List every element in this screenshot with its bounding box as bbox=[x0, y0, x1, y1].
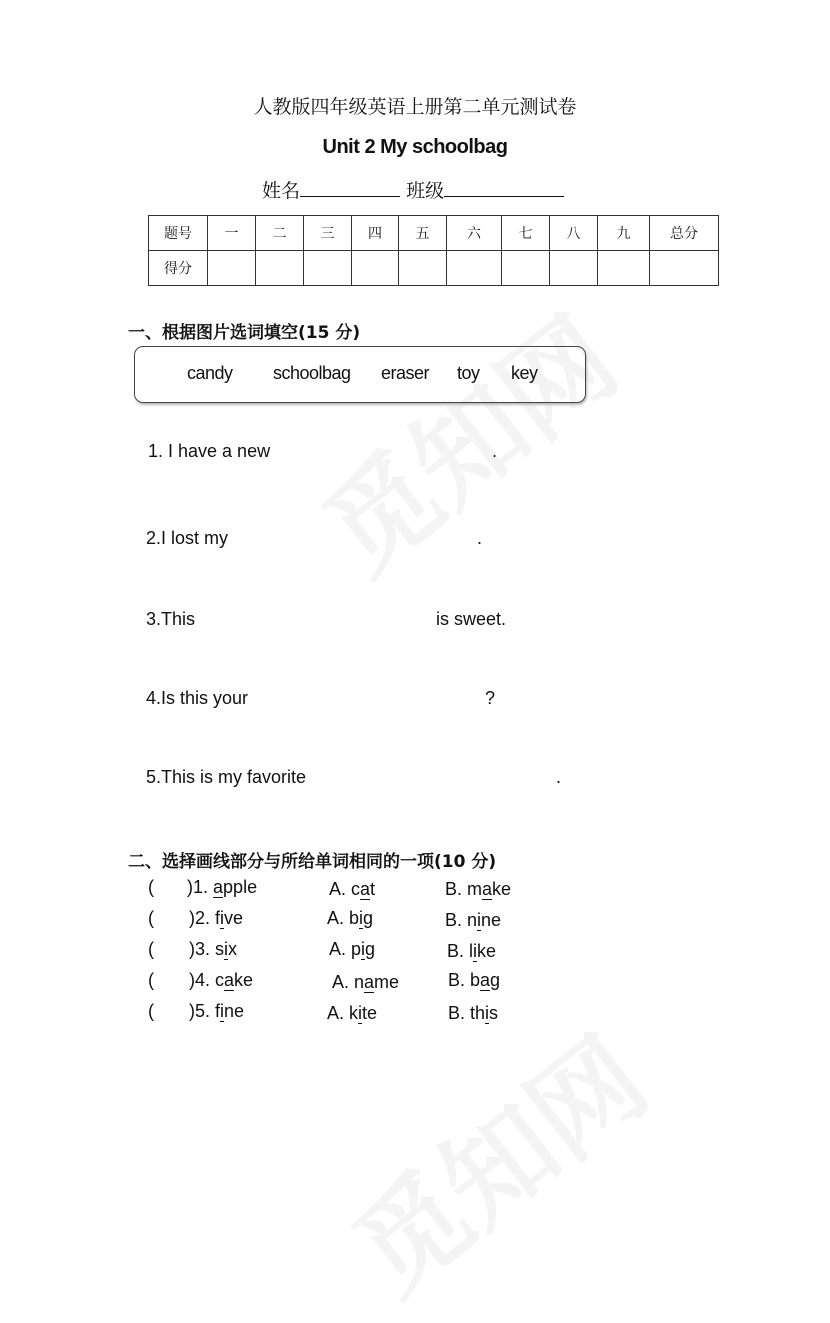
item-number: )2. bbox=[189, 908, 211, 928]
table-cell: 八 bbox=[550, 216, 598, 251]
underlined-letters: i bbox=[477, 910, 482, 930]
table-cell: 一 bbox=[208, 216, 256, 251]
underlined-letters: a bbox=[364, 972, 375, 992]
underlined-letters: i bbox=[224, 939, 229, 959]
word-bank-item: schoolbag bbox=[273, 363, 351, 383]
question-5-end: . bbox=[556, 767, 562, 787]
option-b bbox=[445, 879, 511, 900]
table-cell: 六 bbox=[447, 216, 502, 251]
answer-paren[interactable]: ( bbox=[148, 908, 154, 928]
word-part: A. c bbox=[329, 879, 361, 899]
word-part: ne bbox=[481, 910, 502, 930]
word-bank-item: candy bbox=[187, 363, 233, 383]
class-blank[interactable] bbox=[444, 176, 564, 197]
question-2-text: 2.I lost my bbox=[146, 528, 229, 548]
score-cell[interactable] bbox=[304, 251, 352, 286]
word-part: ne bbox=[224, 1001, 245, 1021]
question-2-end: . bbox=[477, 528, 483, 548]
item-number: )4. bbox=[189, 970, 211, 990]
word-part: g bbox=[365, 939, 376, 959]
page-title: 人教版四年级英语上册第二单元测试卷 bbox=[253, 96, 577, 118]
underlined-letters: a bbox=[213, 877, 224, 897]
score-cell[interactable] bbox=[502, 251, 550, 286]
word-part: ke bbox=[234, 970, 254, 990]
table-cell: 五 bbox=[399, 216, 447, 251]
word-part: A. p bbox=[329, 939, 362, 959]
score-cell[interactable] bbox=[598, 251, 650, 286]
mc-word bbox=[189, 1001, 244, 1022]
score-cell[interactable] bbox=[256, 251, 304, 286]
score-cell[interactable] bbox=[399, 251, 447, 286]
word-part: A. b bbox=[327, 908, 360, 928]
question-5-text: 5.This is my favorite bbox=[146, 767, 307, 787]
word-part: pple bbox=[223, 877, 258, 897]
table-cell: 总分 bbox=[650, 216, 719, 251]
table-cell: 三 bbox=[304, 216, 352, 251]
answer-paren[interactable]: ( bbox=[148, 939, 154, 959]
score-cell[interactable] bbox=[650, 251, 719, 286]
question-4-text: 4.Is this your bbox=[146, 688, 249, 708]
question-4-end: ? bbox=[485, 688, 496, 708]
mc-word bbox=[189, 908, 243, 929]
word-part: A. k bbox=[327, 1003, 359, 1023]
answer-paren[interactable]: ( bbox=[148, 1001, 154, 1021]
answer-paren[interactable]: ( bbox=[148, 877, 154, 897]
table-cell: 九 bbox=[598, 216, 650, 251]
word-part: B. l bbox=[447, 941, 474, 961]
word-part: g bbox=[363, 908, 374, 928]
answer-paren[interactable]: ( bbox=[148, 970, 154, 990]
word-part: me bbox=[374, 972, 400, 992]
mc-word bbox=[187, 877, 257, 898]
underlined-letters: i bbox=[359, 908, 364, 928]
word-part: te bbox=[362, 1003, 378, 1023]
option-b bbox=[448, 970, 500, 991]
class-label: 班级 bbox=[406, 180, 445, 202]
word-part: B. b bbox=[448, 970, 481, 990]
name-label: 姓名 bbox=[262, 180, 301, 202]
underlined-letters: i bbox=[358, 1003, 363, 1023]
option-b bbox=[445, 910, 501, 931]
score-table-score-row bbox=[149, 251, 719, 286]
mc-word bbox=[189, 970, 253, 991]
score-cell[interactable] bbox=[352, 251, 399, 286]
question-3-text: 3.This bbox=[146, 609, 196, 629]
score-cell[interactable] bbox=[208, 251, 256, 286]
underlined-letters: a bbox=[482, 879, 493, 899]
underlined-letters: i bbox=[220, 908, 225, 928]
score-table-header-row bbox=[149, 216, 719, 251]
option-a bbox=[332, 972, 399, 993]
word-part: x bbox=[228, 939, 238, 959]
word-bank-item: eraser bbox=[381, 363, 430, 383]
table-cell: 二 bbox=[256, 216, 304, 251]
word-part: f bbox=[215, 1001, 221, 1021]
table-cell: 得分 bbox=[149, 251, 208, 286]
word-part: ve bbox=[224, 908, 244, 928]
word-part: B. n bbox=[445, 910, 478, 930]
option-b bbox=[448, 1003, 498, 1024]
name-class-row bbox=[262, 176, 564, 203]
mc-word bbox=[189, 939, 237, 960]
word-part: c bbox=[215, 970, 225, 990]
table-cell: 题号 bbox=[149, 216, 208, 251]
word-part: s bbox=[215, 939, 225, 959]
item-number: )1. bbox=[187, 877, 209, 897]
underlined-letters: a bbox=[224, 970, 235, 990]
word-part: B. th bbox=[448, 1003, 486, 1023]
score-cell[interactable] bbox=[447, 251, 502, 286]
word-part: ke bbox=[492, 879, 512, 899]
word-part: s bbox=[489, 1003, 499, 1023]
underlined-letters: i bbox=[485, 1003, 490, 1023]
table-cell: 四 bbox=[352, 216, 399, 251]
option-a bbox=[329, 939, 375, 960]
word-part: f bbox=[215, 908, 221, 928]
score-table bbox=[148, 215, 719, 286]
underlined-letters: i bbox=[473, 941, 478, 961]
option-a bbox=[327, 1003, 377, 1024]
word-bank-item: key bbox=[511, 363, 538, 383]
option-a bbox=[327, 908, 373, 929]
table-cell: 七 bbox=[502, 216, 550, 251]
word-part: t bbox=[370, 879, 376, 899]
word-part: A. n bbox=[332, 972, 365, 992]
option-a bbox=[329, 879, 375, 900]
word-part: g bbox=[490, 970, 501, 990]
underlined-letters: a bbox=[480, 970, 491, 990]
word-part: B. m bbox=[445, 879, 483, 899]
word-bank-item: toy bbox=[457, 363, 480, 383]
question-1-end: . bbox=[492, 441, 498, 461]
item-number: )3. bbox=[189, 939, 211, 959]
score-cell[interactable] bbox=[550, 251, 598, 286]
section-2-heading: 二、选择画线部分与所给单词相同的一项(10 分) bbox=[128, 852, 497, 872]
section-1-heading: 一、根据图片选词填空(15 分) bbox=[128, 323, 361, 343]
question-1-text: 1. I have a new bbox=[148, 441, 271, 461]
item-number: )5. bbox=[189, 1001, 211, 1021]
word-bank bbox=[134, 346, 586, 403]
watermark bbox=[316, 995, 673, 1323]
option-b bbox=[447, 941, 496, 962]
underlined-letters: a bbox=[360, 879, 371, 899]
unit-title: Unit 2 My schoolbag bbox=[322, 136, 508, 158]
question-3-end: is sweet. bbox=[436, 609, 507, 629]
word-part: ke bbox=[477, 941, 497, 961]
underlined-letters: i bbox=[361, 939, 366, 959]
name-blank[interactable] bbox=[300, 176, 400, 197]
underlined-letters: i bbox=[220, 1001, 225, 1021]
